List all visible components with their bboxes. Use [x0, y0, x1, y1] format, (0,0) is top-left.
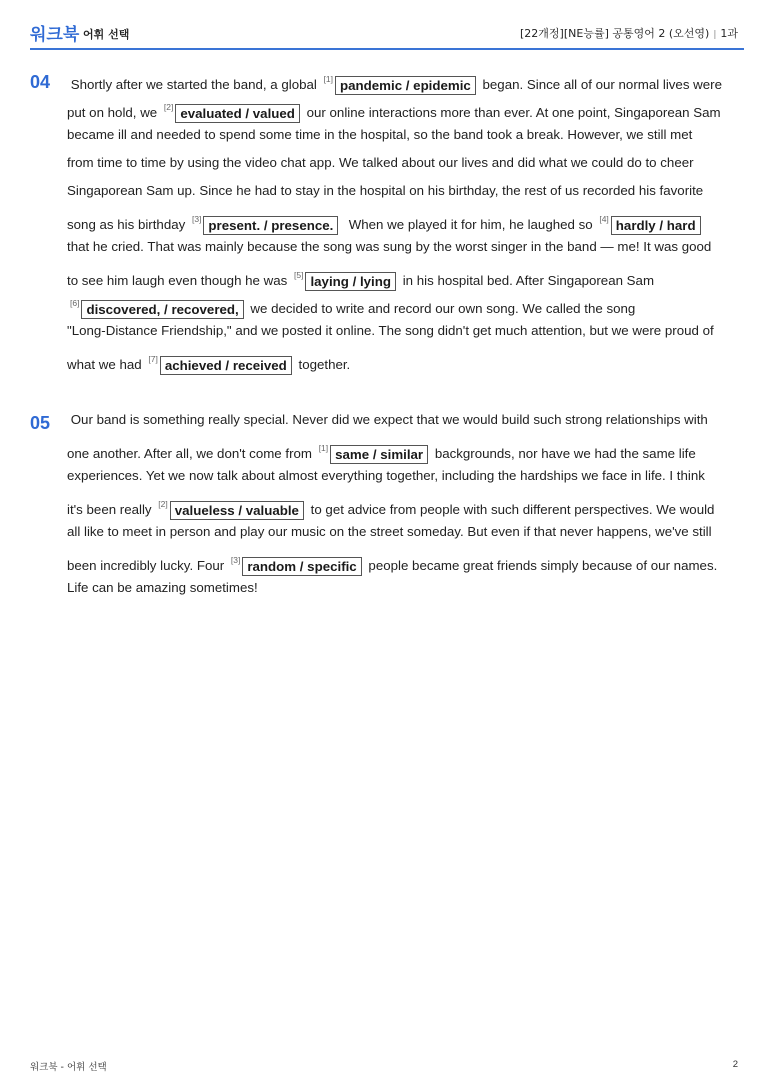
header-separator: |: [713, 30, 717, 40]
passage-line: from time to time by using the video chat app. We talked about our lives and did what we could do to cheer: [67, 155, 694, 170]
blank-marker: [1]: [323, 74, 334, 84]
passage-text: to see him laugh even though he was: [67, 273, 288, 288]
passage-text: to get advice from people with such different perspectives. We would: [310, 502, 715, 517]
passage-text: we decided to write and record our own song. We called the song: [250, 301, 636, 316]
passage-line: [67, 205, 739, 233]
passage-text: it's been really: [67, 502, 152, 517]
choice-box[interactable]: present. / presence.: [203, 216, 338, 235]
choice-box[interactable]: same / similar: [330, 445, 428, 464]
passage-text: When we played it for him, he laughed so: [348, 217, 593, 232]
footer-label: 워크북 - 어휘 선택: [30, 1062, 107, 1073]
blank-marker: [3]: [191, 214, 202, 224]
passage-line: [67, 93, 739, 121]
passage-text: people became great friends simply because of our names.: [368, 558, 718, 573]
brand-title: 워크북: [30, 25, 80, 45]
passage-line: [67, 289, 739, 317]
question-05-passage: [67, 406, 739, 602]
passage-line: that he cried. That was mainly because the song was sung by the worst singer in the band — me! It was good: [67, 239, 712, 254]
passage-text: Our band is something really special. Never did we expect that we would build such strong relationships with: [70, 412, 708, 427]
page-number: 2: [732, 1059, 738, 1070]
passage-line: became ill and needed to spend some time in the hospital, so the band took a break. However, we still met: [67, 127, 693, 142]
question-04-passage: [67, 65, 739, 373]
passage-text: put on hold, we: [67, 105, 158, 120]
passage-text: backgrounds, nor have we had the same life: [434, 446, 696, 461]
passage-line: [67, 261, 739, 289]
choice-box[interactable]: achieved / received: [160, 356, 292, 375]
passage-line: [67, 490, 739, 518]
blank-marker: [2]: [158, 499, 168, 509]
passage-line: all like to meet in person and play our music on the street someday. But even if that never happens, we've still: [67, 524, 712, 539]
book-title: [22개정][NE능률] 공통영어 2 (오선영): [520, 27, 710, 40]
passage-text: what we had: [67, 357, 142, 372]
question-number-04: 04: [30, 72, 51, 92]
section-title: 어휘 선택: [83, 28, 130, 41]
page-header: [30, 18, 744, 50]
passage-line: "Long-Distance Friendship," and we posted it online. The song didn't get much attention, but we were proud of: [67, 323, 714, 338]
blank-marker: [2]: [163, 102, 174, 112]
blank-marker: [7]: [148, 354, 158, 364]
passage-line: Life can be amazing sometimes!: [67, 580, 258, 595]
passage-line: Singaporean Sam up. Since he had to stay in the hospital on his birthday, the rest of us recorded his favorite: [67, 183, 704, 198]
choice-box[interactable]: hardly / hard: [611, 216, 701, 235]
passage-text: together.: [298, 357, 351, 372]
passage-text: our online interactions more than ever. At one point, Singaporean Sam: [306, 105, 721, 120]
passage-line: [67, 434, 739, 462]
passage-text: Shortly after we started the band, a global: [70, 77, 317, 92]
choice-box[interactable]: valueless / valuable: [170, 501, 304, 520]
choice-box[interactable]: pandemic / epidemic: [335, 76, 476, 95]
passage-line: experiences. Yet we now talk about almost everything together, including the hardships we face in life. I think: [67, 468, 705, 483]
question-number-05: 05: [30, 413, 51, 433]
passage-line: [67, 406, 739, 434]
passage-line: [67, 65, 739, 93]
blank-marker: [6]: [70, 298, 80, 308]
passage-line: [67, 546, 739, 574]
choice-box[interactable]: evaluated / valued: [175, 104, 300, 123]
blank-marker: [5]: [294, 270, 304, 280]
choice-box[interactable]: discovered, / recovered,: [81, 300, 243, 319]
passage-text: began. Since all of our normal lives were: [482, 77, 722, 92]
passage-line: [67, 345, 739, 373]
blank-marker: [4]: [599, 214, 609, 224]
passage-text: in his hospital bed. After Singaporean Sam: [402, 273, 655, 288]
passage-text: one another. After all, we don't come from: [67, 446, 312, 461]
choice-box[interactable]: random / specific: [242, 557, 361, 576]
passage-text: song as his birthday: [67, 217, 186, 232]
blank-marker: [3]: [230, 555, 241, 565]
book-info: [520, 25, 738, 41]
passage-text: been incredibly lucky. Four: [67, 558, 225, 573]
choice-box[interactable]: laying / lying: [305, 272, 396, 291]
lesson-label: 1과: [720, 27, 738, 40]
blank-marker: [1]: [318, 443, 329, 453]
